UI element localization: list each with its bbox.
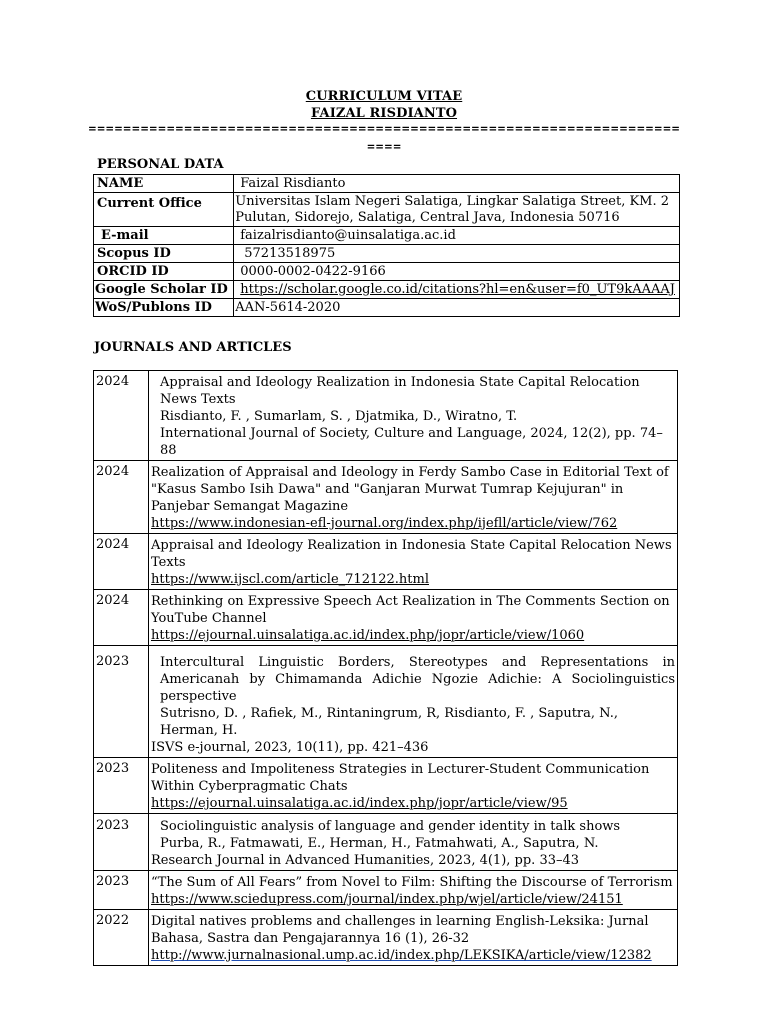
personal-row-email <box>94 227 680 245</box>
office-line-1: Universitas Islam Negeri Salatiga, Lingkar Salatiga Street, KM. 2 <box>235 194 670 209</box>
journal-source: International Journal of Society, Culture and Language, 2024, 12(2), pp. 74–88 <box>160 426 663 458</box>
journal-authors: Purba, R., Fatmawati, E., Herman, H., Fatmahwati, A., Saputra, N. <box>160 836 599 851</box>
journal-row <box>94 371 678 461</box>
journal-title: Realization of Appraisal and Ideology in Ferdy Sambo Case in Editorial Text of "Kasus Sambo Isih Dawa" and "Ganjaran Murwat Tumrap Kejujuran" in Panjebar Semangat Magazine <box>151 465 669 514</box>
journal-link[interactable]: https://www.indonesian-efl-journal.org/index.php/ijefll/article/view/762 <box>151 516 618 531</box>
journal-row <box>94 646 678 758</box>
name-value: Faizal Risdianto <box>240 176 346 191</box>
journal-year: 2023 <box>94 646 149 758</box>
scopus-value: 57213518975 <box>244 246 336 261</box>
journal-source: Research Journal in Advanced Humanities, 2023, 4(1), pp. 33–43 <box>151 853 580 868</box>
journal-row <box>94 461 678 534</box>
personal-row-orcid <box>94 263 680 281</box>
row-label: Google Scholar ID <box>94 281 234 299</box>
journal-year: 2023 <box>94 758 149 814</box>
journal-link[interactable]: https://ejournal.uinsalatiga.ac.id/index.php/jopr/article/view/1060 <box>151 628 585 643</box>
wos-value: AAN-5614-2020 <box>235 300 341 315</box>
journal-entry <box>149 371 678 461</box>
office-line-2: Pulutan, Sidorejo, Salatiga, Central Java, Indonesia 50716 <box>235 210 620 225</box>
personal-data-heading: PERSONAL DATA <box>97 157 224 172</box>
journal-title: “The Sum of All Fears” from Novel to Film: Shifting the Discourse of Terrorism <box>151 875 673 890</box>
journal-entry <box>149 758 678 814</box>
journal-title: Intercultural Linguistic Borders, Stereotypes and Representations in Americanah by Chimamanda Adichie Ngozie Adichie: A Sociolinguistics perspective <box>160 655 675 704</box>
journal-row <box>94 590 678 646</box>
journal-year: 2024 <box>94 534 149 590</box>
journal-entry <box>149 871 678 910</box>
journals-heading: JOURNALS AND ARTICLES <box>94 340 292 355</box>
journal-entry <box>149 461 678 534</box>
journal-year: 2024 <box>94 590 149 646</box>
google-scholar-link[interactable]: https://scholar.google.co.id/citations?hl=en&user=f0_UT9kAAAAJ <box>240 282 675 297</box>
journal-row <box>94 758 678 814</box>
journal-title: Appraisal and Ideology Realization in Indonesia State Capital Relocation News Texts <box>160 375 640 407</box>
row-value <box>234 299 680 317</box>
row-value <box>234 245 680 263</box>
journal-authors: Sutrisno, D. , Rafiek, M., Rintaningrum, R, Risdianto, F. , Saputra, N., Herman, H. <box>160 706 618 738</box>
row-label: WoS/Publons ID <box>94 299 234 317</box>
row-label: ORCID ID <box>94 263 234 281</box>
journal-link[interactable]: https://www.ijscl.com/article_712122.html <box>151 572 429 587</box>
row-value <box>234 193 680 227</box>
journal-title: Politeness and Impoliteness Strategies in Lecturer-Student Communication Within Cyberpragmatic Chats <box>151 762 650 794</box>
separator-line-tail: ==== <box>366 141 402 153</box>
journal-title: Appraisal and Ideology Realization in Indonesia State Capital Relocation News Texts <box>151 538 672 570</box>
row-value <box>234 263 680 281</box>
journal-entry <box>149 814 678 871</box>
journal-link[interactable]: https://www.sciedupress.com/journal/index.php/wjel/article/view/24151 <box>151 892 623 907</box>
journal-year: 2024 <box>94 371 149 461</box>
cv-title: CURRICULUM VITAE <box>305 89 463 104</box>
journal-row <box>94 814 678 871</box>
row-value <box>234 281 680 299</box>
journals-table <box>93 370 678 966</box>
row-label: Current Office <box>94 193 234 227</box>
journal-title: Rethinking on Expressive Speech Act Realization in The Comments Section on YouTube Channel <box>151 594 670 626</box>
journal-year: 2024 <box>94 461 149 534</box>
journal-year: 2023 <box>94 871 149 910</box>
journal-entry <box>149 646 678 758</box>
orcid-value: 0000-0002-0422-9166 <box>240 264 386 279</box>
row-label: E-mail <box>94 227 234 245</box>
journal-link[interactable]: https://ejournal.uinsalatiga.ac.id/index.php/jopr/article/view/95 <box>151 796 568 811</box>
journal-entry <box>149 910 678 966</box>
journal-authors: Risdianto, F. , Sumarlam, S. , Djatmika, D., Wiratno, T. <box>160 409 518 424</box>
journal-year: 2022 <box>94 910 149 966</box>
separator-line: ==================================================================== <box>87 123 681 135</box>
row-value <box>234 175 680 193</box>
journal-title: Digital natives problems and challenges in learning English-Leksika: Jurnal Bahasa, Sastra dan Pengajarannya 16 (1), 26-32 <box>151 914 649 946</box>
email-value[interactable]: faizalrisdianto@uinsalatiga.ac.id <box>240 228 456 243</box>
cv-name-title: FAIZAL RISDIANTO <box>310 106 458 121</box>
journal-row <box>94 871 678 910</box>
journal-entry <box>149 590 678 646</box>
personal-data-table <box>93 174 680 317</box>
journal-year: 2023 <box>94 814 149 871</box>
journal-entry <box>149 534 678 590</box>
journal-row <box>94 534 678 590</box>
row-label: NAME <box>94 175 234 193</box>
journal-row <box>94 910 678 966</box>
journal-source: ISVS e-journal, 2023, 10(11), pp. 421–436 <box>151 740 429 755</box>
personal-row-office <box>94 193 680 227</box>
personal-row-wos <box>94 299 680 317</box>
personal-row-scopus <box>94 245 680 263</box>
personal-row-scholar <box>94 281 680 299</box>
personal-row-name <box>94 175 680 193</box>
journal-title: Sociolinguistic analysis of language and gender identity in talk shows <box>160 819 621 834</box>
row-value <box>234 227 680 245</box>
journal-link[interactable]: http://www.jurnalnasional.ump.ac.id/index.php/LEKSIKA/article/view/12382 <box>151 948 652 963</box>
row-label: Scopus ID <box>94 245 234 263</box>
